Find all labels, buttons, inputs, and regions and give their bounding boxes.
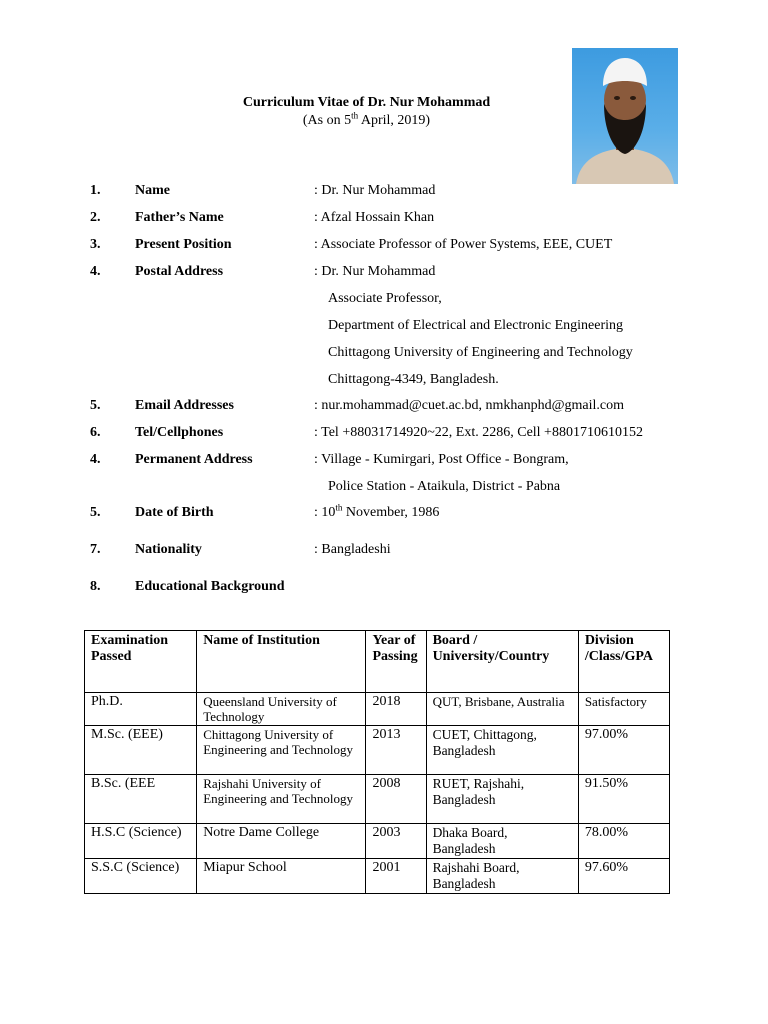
field-label: Educational Background (135, 579, 285, 594)
cell-institution: Rajshahi University of Engineering and Technology (197, 775, 366, 824)
cell-exam: S.S.C (Science) (85, 859, 197, 894)
date-suffix: April, 2019) (358, 113, 431, 128)
field-number: 1. (90, 183, 101, 198)
field-value: : Associate Professor of Power Systems, EEE, CUET (314, 237, 613, 252)
field-number: 7. (90, 542, 101, 557)
field-value (314, 503, 439, 523)
cell-year: 2008 (366, 775, 426, 824)
cell-board: CUET, Chittagong, Bangladesh (426, 726, 578, 775)
field-number: 8. (90, 579, 101, 594)
postal-address-line (0, 289, 768, 309)
field-label: Name (135, 183, 170, 198)
cell-result: 97.60% (578, 859, 669, 894)
table-row (85, 859, 670, 894)
field-row-phones (0, 423, 768, 443)
table-row (85, 693, 670, 726)
table-header-row (85, 631, 670, 693)
table-row (85, 775, 670, 824)
field-row-name (0, 181, 768, 201)
address-line: Chittagong University of Engineering and Technology (328, 345, 633, 360)
cell-exam: M.Sc. (EEE) (85, 726, 197, 775)
field-value: : Tel +88031714920~22, Ext. 2286, Cell +8801710610152 (314, 425, 643, 440)
field-row-permanent-address (0, 450, 768, 470)
cell-institution: Chittagong University of Engineering and Technology (197, 726, 366, 775)
field-label: Nationality (135, 542, 202, 557)
date-sup: th (351, 110, 359, 121)
cell-board: QUT, Brisbane, Australia (426, 693, 578, 726)
cell-institution: Notre Dame College (197, 824, 366, 859)
field-number: 4. (90, 264, 101, 279)
document-date (243, 112, 490, 130)
cell-board: RUET, Rajshahi, Bangladesh (426, 775, 578, 824)
document-title: Curriculum Vitae of Dr. Nur Mohammad (242, 95, 491, 110)
cell-exam: B.Sc. (EEE (85, 775, 197, 824)
field-value: : Village - Kumirgari, Post Office - Bongram, (314, 452, 569, 467)
dob-prefix: : 10 (314, 505, 336, 520)
table-row (85, 726, 670, 775)
cell-year: 2018 (366, 693, 426, 726)
cell-result: 91.50% (578, 775, 669, 824)
cell-exam: H.S.C (Science) (85, 824, 197, 859)
column-header-institution: Name of Institution (197, 631, 366, 693)
education-table (84, 630, 670, 894)
address-line: Chittagong-4349, Bangladesh. (328, 372, 499, 387)
cell-result: Satisfactory (578, 693, 669, 726)
field-value: : nur.mohammad@cuet.ac.bd, nmkhanphd@gmail.com (314, 398, 624, 413)
postal-address-line (0, 370, 768, 390)
field-value: : Afzal Hossain Khan (314, 210, 435, 225)
cell-year: 2001 (366, 859, 426, 894)
field-label: Email Addresses (135, 398, 234, 413)
field-label: Date of Birth (135, 505, 214, 520)
field-value: : Bangladeshi (314, 542, 391, 557)
address-line: Police Station - Ataikula, District - Pabna (328, 479, 561, 494)
postal-address-line (0, 343, 768, 363)
field-row-nationality (0, 540, 768, 560)
cell-board: Dhaka Board, Bangladesh (426, 824, 578, 859)
field-label: Permanent Address (135, 452, 253, 467)
field-label: Present Position (135, 237, 232, 252)
cell-institution: Queensland University of Technology (197, 693, 366, 726)
field-number: 2. (90, 210, 101, 225)
dob-suffix: November, 1986 (342, 505, 440, 520)
field-value: : Dr. Nur Mohammad (314, 264, 436, 279)
cell-year: 2013 (366, 726, 426, 775)
field-row-fathers-name (0, 208, 768, 228)
field-number: 5. (90, 505, 101, 520)
cell-result: 97.00% (578, 726, 669, 775)
field-number: 4. (90, 452, 101, 467)
address-line: Department of Electrical and Electronic Engineering (328, 318, 624, 333)
document-header (0, 94, 768, 130)
field-row-date-of-birth (0, 503, 768, 523)
field-row-email (0, 396, 768, 416)
address-line: Associate Professor, (328, 291, 442, 306)
column-header-year: Year of Passing (366, 631, 426, 693)
field-number: 3. (90, 237, 101, 252)
field-row-educational-background (0, 577, 768, 597)
cell-board: Rajshahi Board, Bangladesh (426, 859, 578, 894)
field-row-postal-address (0, 262, 768, 282)
field-label: Postal Address (135, 264, 224, 279)
cell-institution: Miapur School (197, 859, 366, 894)
table-row (85, 824, 670, 859)
field-row-present-position (0, 235, 768, 255)
field-label: Tel/Cellphones (135, 425, 224, 440)
field-label: Father’s Name (135, 210, 224, 225)
cell-year: 2003 (366, 824, 426, 859)
column-header-exam: Examination Passed (85, 631, 197, 693)
field-number: 6. (90, 425, 101, 440)
permanent-address-line (0, 477, 768, 497)
date-prefix: (As on 5 (302, 113, 352, 128)
column-header-board: Board / University/Country (426, 631, 578, 693)
dob-sup: th (335, 502, 343, 513)
field-value: : Dr. Nur Mohammad (314, 183, 436, 198)
column-header-result: Division /Class/GPA (578, 631, 669, 693)
cell-exam: Ph.D. (85, 693, 197, 726)
field-number: 5. (90, 398, 101, 413)
postal-address-line (0, 316, 768, 336)
cell-result: 78.00% (578, 824, 669, 859)
